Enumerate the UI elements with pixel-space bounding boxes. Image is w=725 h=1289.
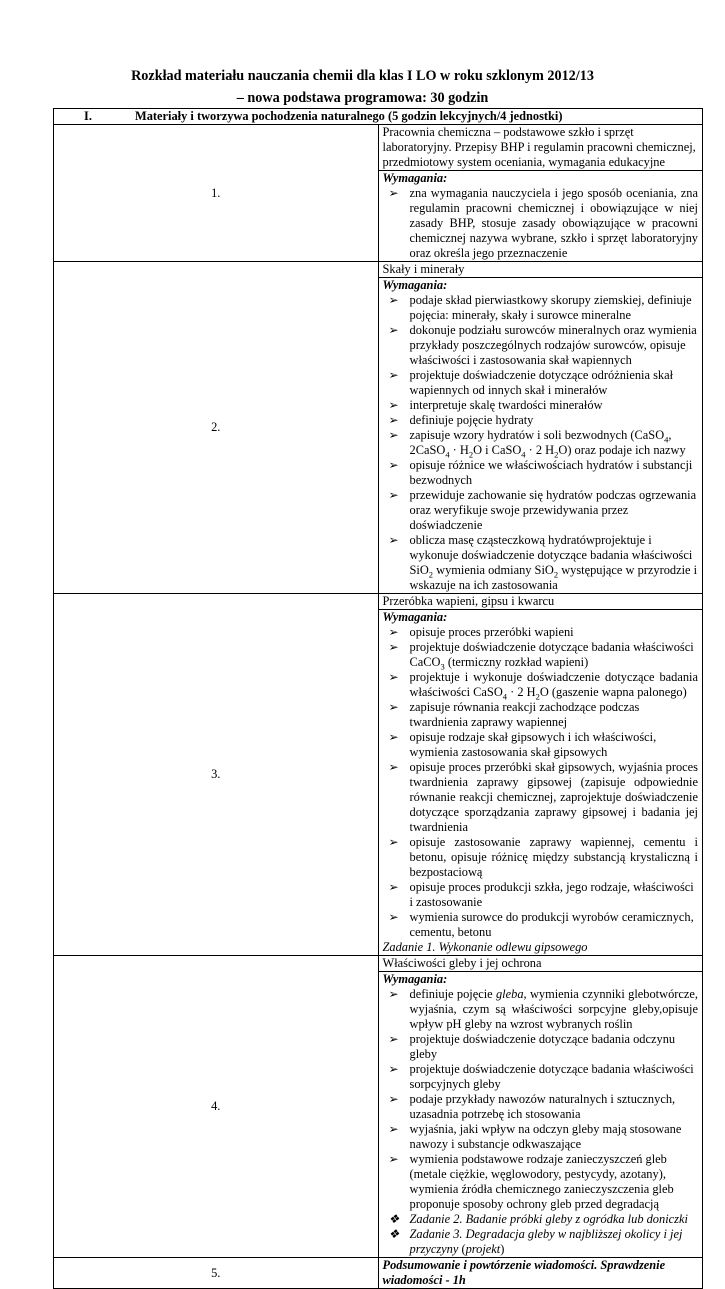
requirements-list (383, 293, 699, 593)
list-item: ➢ zna wymagania nauczyciela i jego sposób oceniania, zna regulamin pracowni chemicznej i obowiązujące w niej zasady BHP, stosuje zasady obowiązujące w pracowni chemicznej nazywa wybrane, szkło i sprzęt laboratoryjny oraz określa jego przeznaczenie (383, 186, 699, 261)
summary-cell: Podsumowanie i powtórzenie wiadomości. Sprawdzenie wiadomości - 1h (378, 1258, 703, 1289)
list-item: ➢ definiuje pojęcie hydraty (383, 413, 699, 428)
list-item: ➢ dokonuje podziału surowców mineralnych oraz wymienia przykłady poszczególnych rodzajów surowców, opisuje właściwości i zastosowania skał wapiennych (383, 323, 699, 368)
task-note: ❖ Zadanie 2. Badanie próbki gleby z ogródka lub doniczki (383, 1212, 699, 1227)
list-item: ➢ opisuje proces przeróbki wapieni (383, 625, 699, 640)
list-item: ➢ definiuje pojęcie gleba, wymienia czynniki glebotwórcze, wyjaśnia, czym są właściwości sorpcyjne gleby,opisuje wpływ pH gleby na wzrost wybranych roślin (383, 987, 699, 1032)
row-number: 3. (54, 594, 379, 956)
list-item: ➢ opisuje zastosowanie zaprawy wapiennej, cementu i betonu, opisuje różnicę między substancją krystaliczną i bezpostaciową (383, 835, 699, 880)
table-row (54, 956, 703, 972)
list-item: ➢ projektuje doświadczenie dotyczące badania odczynu gleby (383, 1032, 699, 1062)
row-number: 4. (54, 956, 379, 1258)
table-row (54, 594, 703, 610)
requirements-cell (378, 610, 703, 956)
row-number: 2. (54, 262, 379, 594)
requirements-cell (378, 171, 703, 262)
task-list (383, 1212, 699, 1257)
table-row (54, 1258, 703, 1289)
syllabus-table (53, 108, 703, 1289)
section-header-row (54, 109, 703, 125)
list-item: ➢ zapisuje wzory hydratów i soli bezwodnych (CaSO$_4$, 2CaSO$_4$ · $H_2O$ i CaSO$_4$ · 2 $H_2O$) oraz podaje ich nazwy (383, 428, 699, 458)
section-header (54, 109, 703, 125)
list-item: ➢ oblicza masę cząsteczkową hydratówprojektuje i wykonuje doświadczenie dotyczące badania właściwości SiO$_2$ wymienia odmiany SiO$_2$ występujące w przyrodzie i wskazuje na ich zastosowania (383, 533, 699, 593)
table-row (54, 125, 703, 171)
requirements-label: Wymagania: (382, 972, 448, 986)
document-title: Rozkład materiału nauczania chemii dla klas I LO w roku szklonym 2012/13 (131, 68, 594, 84)
list-item: ➢ opisuje proces produkcji szkła, jego rodzaje, właściwości i zastosowanie (383, 880, 699, 910)
list-item: ➢ podaje skład pierwiastkowy skorupy ziemskiej, definiuje pojęcia: minerały, skały i surowce mineralne (383, 293, 699, 323)
requirements-list (383, 625, 699, 940)
requirements-label: Wymagania: (382, 278, 448, 292)
list-item: ➢ podaje przykłady nawozów naturalnych i sztucznych, uzasadnia potrzebę ich stosowania (383, 1092, 699, 1122)
topic-cell: Przeróbka wapieni, gipsu i kwarcu (378, 594, 703, 610)
list-item: ➢ wyjaśnia, jaki wpływ na odczyn gleby mają stosowane nawozy i substancje odkwaszające (383, 1122, 699, 1152)
requirements-list (383, 987, 699, 1212)
list-item: ➢ przewiduje zachowanie się hydratów podczas ogrzewania oraz weryfikuje swoje przewidywania przez doświadczenie (383, 488, 699, 533)
list-item: ➢ wymienia podstawowe rodzaje zanieczyszczeń gleb (metale ciężkie, węglowodory, pestycydy, azotany), wymienia źródła chemicznego zanieczyszczenia gleb proponuje sposoby ochrony gleb przed degradacją (383, 1152, 699, 1212)
row-number: 1. (54, 125, 379, 262)
document-subtitle: – nowa podstawa programowa: 30 godzin (236, 90, 489, 106)
requirements-cell (378, 972, 703, 1258)
requirements-cell (378, 278, 703, 594)
topic-cell: Skały i minerały (378, 262, 703, 278)
section-number: I. (84, 109, 92, 123)
table-row (54, 262, 703, 278)
list-item: ➢ opisuje proces przeróbki skał gipsowych, wyjaśnia proces twardnienia zaprawy gipsowej (zapisuje odpowiednie równanie reakcji chemicznej, zaprojektuje doświadczenie dotyczące sporządzania zaprawy gipsowej i badania jej twardnienia (383, 760, 699, 835)
topic-cell: Właściwości gleby i jej ochrona (378, 956, 703, 972)
requirements-list (383, 186, 699, 261)
list-item: ➢ opisuje rodzaje skał gipsowych i ich właściwości, wymienia zastosowania skał gipsowych (383, 730, 699, 760)
list-item: ➢ projektuje doświadczenie dotyczące badania właściwości sorpcyjnych gleby (383, 1062, 699, 1092)
list-item: ➢ projektuje doświadczenie dotyczące odróżnienia skał wapiennych od innych skał i minerałów (383, 368, 699, 398)
requirements-label: Wymagania: (382, 610, 448, 624)
topic-cell: Pracownia chemiczna – podstawowe szkło i sprzęt laboratoryjny. Przepisy BHP i regulamin pracowni chemicznej, przedmiotowy system oceniania, wymagania edukacyjne (378, 125, 703, 171)
list-item: ➢ interpretuje skalę twardości minerałów (383, 398, 699, 413)
task-note: Zadanie 1. Wykonanie odlewu gipsowego (382, 940, 588, 954)
list-item: ➢ projektuje doświadczenie dotyczące badania właściwości CaCO$_3$ (termiczny rozkład wapieni) (383, 640, 699, 670)
task-note: ❖ Zadanie 3. Degradacja gleby w najbliższej okolicy i jej przyczyny (projekt) (383, 1227, 699, 1257)
list-item: ➢ opisuje różnice we właściwościach hydratów i substancji bezwodnych (383, 458, 699, 488)
row-number: 5. (54, 1258, 379, 1289)
requirements-label: Wymagania: (382, 171, 448, 185)
list-item: ➢ projektuje i wykonuje doświadczenie dotyczące badania właściwości CaSO$_4$ · 2 $H_2O$ (gaszenie wapna palonego) (383, 670, 699, 700)
section-title: Materiały i tworzywa pochodzenia naturalnego (5 godzin lekcyjnych/4 jednostki) (135, 109, 563, 123)
list-item: ➢ wymienia surowce do produkcji wyrobów ceramicznych, cementu, betonu (383, 910, 699, 940)
list-item: ➢ zapisuje równania reakcji zachodzące podczas twardnienia zaprawy wapiennej (383, 700, 699, 730)
